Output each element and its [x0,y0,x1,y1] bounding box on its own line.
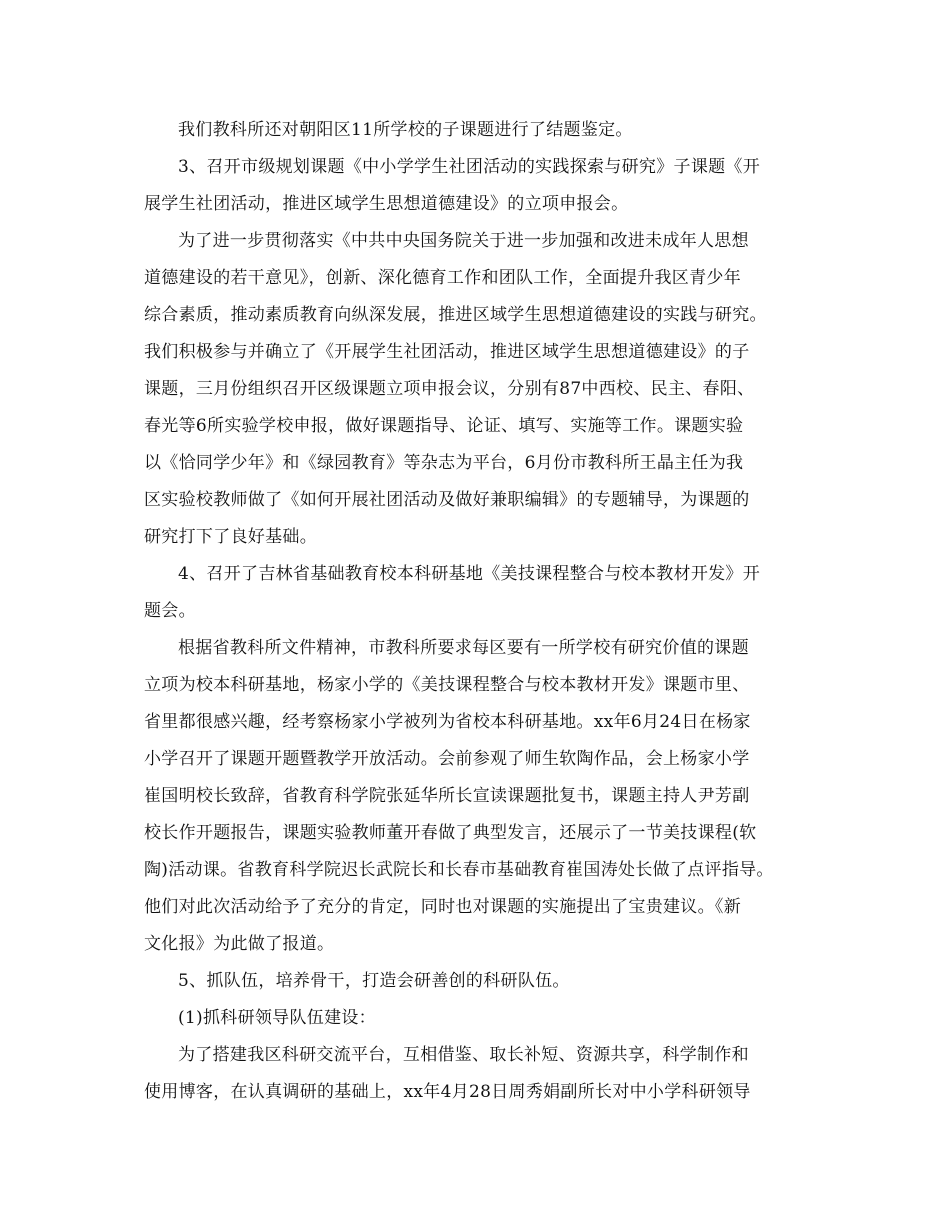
text-line: 使用博客，在认真调研的基础上，xx年4月28日周秀娟副所长对中小学科研领导 [144,1082,751,1102]
text-line: 区实验校教师做了《如何开展社团活动及做好兼职编辑》的专题辅导，为课题的 [144,490,750,510]
text-line: 崔国明校长致辞，省教育科学院张延华所长宣读课题批复书，课题主持人尹芳副 [144,786,750,806]
text-line: 他们对此次活动给予了充分的肯定，同时也对课题的实施提出了宝贵建议。《新 [144,897,741,917]
text-line: 春光等6所实验学校申报，做好课题指导、论证、填写、实施等工作。课题实验 [144,416,744,436]
text-line: 为了进一步贯彻落实《中共中央国务院关于进一步加强和改进未成年人思想 [178,231,749,251]
text-line: 展学生社团活动，推进区域学生思想道德建设》的立项申报会。 [144,194,629,214]
text-line: 道德建设的若干意见》，创新、深化德育工作和团队工作，全面提升我区青少年 [144,268,741,288]
text-line: 陶)活动课。省教育科学院迟长武院长和长春市基础教育崔国涛处长做了点评指导。 [144,860,774,880]
text-line: (1)抓科研领导队伍建设： [178,1008,376,1028]
text-line: 5、抓队伍，培养骨干，打造会研善创的科研队伍。 [178,971,570,991]
text-line: 根据省教科所文件精神，市教科所要求每区要有一所学校有研究价值的课题 [178,638,749,658]
text-line: 文化报》为此做了报道。 [144,934,335,954]
text-line: 题会。 [144,601,196,621]
text-line: 我们积极参与并确立了《开展学生社团活动，推进区域学生思想道德建设》的子 [144,342,750,362]
text-line: 为了搭建我区科研交流平台，互相借鉴、取长补短、资源共享，科学制作和 [178,1045,749,1065]
text-line: 4、召开了吉林省基础教育校本科研基地《美技课程整合与校本教材开发》开 [178,564,761,584]
text-line: 综合素质，推动素质教育向纵深发展，推进区域学生思想道德建设的实践与研究。 [144,305,767,325]
text-line: 研究打下了良好基础。 [144,527,317,547]
text-line: 课题，三月份组织召开区级课题立项申报会议，分别有87中西校、民主、春阳、 [144,379,755,399]
text-line: 3、召开市级规划课题《中小学学生社团活动的实践探索与研究》子课题《开 [178,157,761,177]
text-line: 校长作开题报告，课题实验教师董开春做了典型发言，还展示了一节美技课程(软 [144,823,757,843]
text-line: 立项为校本科研基地，杨家小学的《美技课程整合与校本教材开发》课题市里、 [144,675,750,695]
text-line: 以《恰同学少年》和《绿园教育》等杂志为平台，6月份市教科所王晶主任为我 [144,453,744,473]
text-line: 省里都很感兴趣，经考察杨家小学被列为省校本科研基地。xx年6月24日在杨家 [144,712,751,732]
text-line: 我们教科所还对朝阳区11所学校的子课题进行了结题鉴定。 [178,120,633,140]
text-line: 小学召开了课题开题暨教学开放活动。会前参观了师生软陶作品，会上杨家小学 [144,749,750,769]
